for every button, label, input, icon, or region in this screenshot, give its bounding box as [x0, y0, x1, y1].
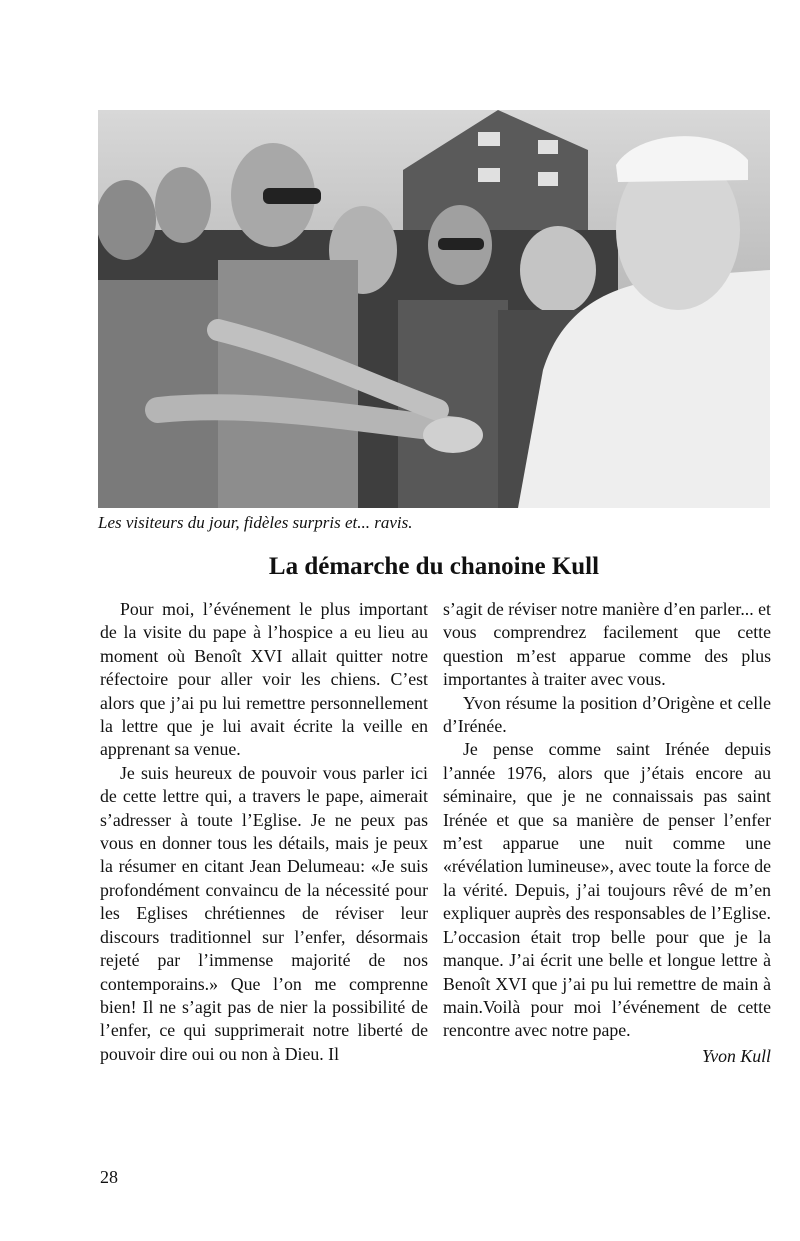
- photo-caption: Les visiteurs du jour, fidèles surpris et... ravis.: [98, 513, 413, 532]
- paragraph: Je pense comme saint Irénée depuis l’année 1976, alors que j’étais encore au séminaire, que je ne connaissais pas saint Irénée et que sa manière de penser l’enfer m’est apparue une nuit comme une «révélation lumineuse», avec toute la force de la vérité. Depuis, j’ai toujours rêvé de m’en expliquer auprès des responsables de l’Eglise. L’occasion était trop belle pour que je la manque. J’ai écrit une belle et longue lettre à Benoît XVI que j’ai pu lui remettre de main à main.Voilà pour moi l’événement de cette rencontre avec notre pape.: [443, 739, 771, 1041]
- article-column-left: [100, 598, 428, 1066]
- article-title: La démarche du chanoine Kull: [268, 553, 600, 580]
- page-number: 28: [100, 1167, 118, 1187]
- paragraph: Pour moi, l’événement le plus important de la visite du pape à l’hospice a eu lieu au moment où Benoît XVI allait quitter notre réfectoire pour aller voir les chiens. C’est alors que j’ai pu lui remettre personnellement la lettre que je lui avait écrite la veille en apprenant sa venue.: [100, 599, 428, 760]
- article-column-right: [443, 598, 771, 1068]
- photo-crowd-icon: [98, 110, 770, 508]
- author-signature: Yvon Kull: [701, 1045, 771, 1066]
- paragraph: s’agit de réviser notre manière d’en parler... et vous comprendrez facilement que cette question m’est apparue comme des plus importantes à traiter avec vous.: [443, 599, 771, 690]
- paragraph: Je suis heureux de pouvoir vous parler ici de cette lettre qui, a travers le pape, aimerait s’adresser à toute l’Eglise. Je ne peux pas vous en donner tous les détails, mais je peux la résumer en citant Jean Delumeau: «Je suis profondément convaincu de la nécessité pour les Eglises chrétiennes de réviser leur discours traditionnel sur l’enfer, désormais rejeté par l’immense majorité de nos contemporains.» Que l’on me comprenne bien! Il ne s’agit pas de nier la possibilité de l’enfer, ce qui supprimerait notre liberté de pouvoir dire oui ou non à Dieu. Il: [100, 762, 428, 1064]
- paragraph: Yvon résume la position d’Origène et celle d’Irénée.: [443, 692, 771, 737]
- photo-crowd: [98, 110, 770, 508]
